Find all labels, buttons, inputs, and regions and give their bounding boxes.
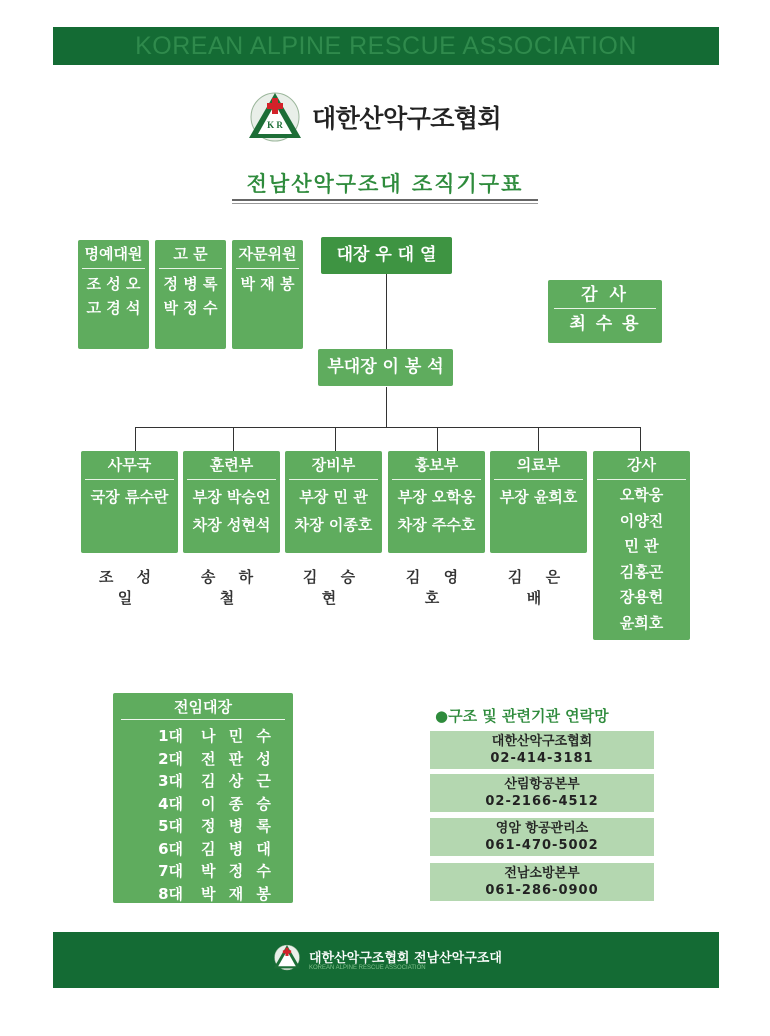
contact-phone: 061-286-0900 — [485, 883, 599, 898]
connector-vice-branch — [386, 387, 387, 427]
instructor-name: 김홍곤 — [619, 562, 664, 581]
contacts-title: ●구조 및 관련기관 연락망 — [435, 707, 609, 725]
dept-sub-member: 김 승 현 — [302, 568, 365, 607]
dept-title: 사무국 — [85, 451, 174, 480]
past-leader-row — [113, 725, 293, 748]
contact-name: 대한산악구조협회 — [491, 734, 593, 749]
connector-drop — [640, 427, 641, 451]
box-title: 자문위원 — [236, 240, 299, 269]
connector-drop — [135, 427, 136, 451]
banner-text: KOREAN ALPINE RESCUE ASSOCIATION — [135, 32, 637, 60]
logo — [246, 90, 304, 142]
chart-title: 전남산악구조대 조직기구표 — [246, 172, 524, 196]
connector-leader-vice — [386, 274, 387, 350]
dept-body — [183, 480, 280, 539]
generation: 8대 — [158, 884, 183, 903]
auditor-box — [548, 280, 662, 343]
box-title: 명예대원 — [82, 240, 145, 269]
connector-drop — [335, 427, 336, 451]
past-leaders-box — [113, 693, 293, 903]
contact-name: 영암 항공관리소 — [495, 821, 589, 836]
dept-title: 홍보부 — [392, 451, 481, 480]
leader-name: 김 병 대 — [201, 839, 275, 858]
honorary-member-box — [78, 240, 149, 349]
contact-item — [430, 818, 654, 856]
vice-leader-name: 부대장 이 봉 석 — [327, 357, 444, 377]
leader-name: 박 재 봉 — [201, 884, 275, 903]
leader-name: 정 병 록 — [201, 817, 275, 835]
instructor-name: 이양진 — [619, 511, 664, 530]
auditor-name: 최 수 용 — [569, 314, 641, 334]
box-body — [78, 269, 149, 320]
leader-name: 전 판 성 — [201, 749, 275, 768]
dept-box-medical — [490, 451, 587, 553]
consultant-box — [232, 240, 303, 349]
dept-title: 장비부 — [289, 451, 378, 480]
dept-line: 차장 이종호 — [294, 516, 373, 534]
footer-logo-icon — [272, 943, 302, 971]
generation: 4대 — [158, 794, 183, 813]
generation: 1대 — [158, 727, 183, 745]
connector-drop — [437, 427, 438, 451]
leader-name: 대장 우 대 열 — [336, 245, 437, 265]
box-body — [155, 269, 226, 320]
generation: 7대 — [158, 862, 183, 880]
contact-item — [430, 863, 654, 901]
footer-banner — [53, 932, 719, 988]
dept-body — [285, 480, 382, 539]
dept-sub-member: 김 은 배 — [507, 568, 570, 607]
dept-sub-member: 김 영 호 — [405, 568, 468, 607]
connector-drop — [538, 427, 539, 451]
past-leader-row — [113, 793, 293, 816]
advisor-box — [155, 240, 226, 349]
contact-item — [430, 774, 654, 812]
leader-name: 이 종 승 — [201, 794, 275, 813]
dept-title: 강사 — [597, 451, 686, 480]
dept-line: 부장 박승언 — [192, 488, 271, 506]
connector-horizontal — [135, 427, 641, 428]
dept-sub-member: 송 하 철 — [200, 568, 263, 607]
past-leader-row — [113, 883, 293, 906]
dept-box-instructors — [593, 451, 690, 640]
member-name: 정 병 록 — [163, 275, 218, 293]
instructor-name: 장용헌 — [619, 588, 664, 606]
org-name: 대한산악구조협회 — [312, 104, 502, 133]
dept-line: 부장 민 관 — [299, 488, 368, 506]
member-name: 박 정 수 — [163, 299, 218, 317]
leader-name: 나 민 수 — [201, 727, 275, 745]
dept-line: 국장 류수란 — [90, 488, 169, 506]
box-title: 고 문 — [159, 240, 222, 269]
member-name: 박 재 봉 — [240, 275, 295, 293]
dept-sub-member: 조 성 일 — [98, 568, 161, 607]
past-leader-row — [113, 860, 293, 883]
dept-body — [81, 480, 178, 511]
past-leader-row — [113, 815, 293, 838]
instructor-name: 오학웅 — [619, 486, 664, 504]
leader-name: 김 상 근 — [201, 772, 275, 790]
footer-sub-text: KOREAN ALPINE RESCUE ASSOCIATION — [309, 965, 426, 971]
generation: 2대 — [158, 749, 183, 768]
dept-title: 훈련부 — [187, 451, 276, 480]
past-leader-row — [113, 770, 293, 793]
connector-drop — [233, 427, 234, 451]
title-underline-2 — [232, 203, 538, 204]
generation: 3대 — [158, 772, 183, 790]
vice-leader-box — [318, 349, 453, 386]
dept-line: 부장 오학웅 — [397, 488, 476, 506]
past-leaders-list — [113, 720, 293, 905]
instructor-name: 윤희호 — [619, 613, 664, 632]
dept-box-pr — [388, 451, 485, 553]
past-leader-row — [113, 748, 293, 771]
auditor-title: 감 사 — [554, 280, 656, 309]
footer-org-text: 대한산악구조협회 전남산악구조대 — [309, 951, 502, 966]
triangle-logo-icon — [246, 90, 304, 142]
contact-phone: 02-414-3181 — [490, 751, 594, 766]
generation: 5대 — [158, 817, 183, 835]
instructor-name: 민 관 — [624, 537, 659, 555]
contact-name: 전남소방본부 — [504, 866, 580, 881]
dept-body — [593, 480, 690, 636]
generation: 6대 — [158, 839, 183, 858]
top-banner — [53, 27, 719, 65]
box-body — [232, 269, 303, 296]
contact-item — [430, 731, 654, 769]
leader-box — [321, 237, 452, 274]
dept-line: 차장 성현석 — [192, 516, 271, 534]
dept-body — [388, 480, 485, 539]
past-leader-row — [113, 838, 293, 861]
dept-box-admin — [81, 451, 178, 553]
dept-title: 의료부 — [494, 451, 583, 480]
contact-phone: 02-2166-4512 — [485, 794, 599, 809]
dept-box-equipment — [285, 451, 382, 553]
dept-line: 부장 윤희호 — [499, 488, 578, 506]
contact-phone: 061-470-5002 — [485, 838, 599, 853]
member-name: 고 경 석 — [86, 299, 141, 317]
dept-box-training — [183, 451, 280, 553]
past-leaders-title: 전임대장 — [121, 693, 285, 720]
contact-name: 산림항공본부 — [504, 777, 580, 792]
leader-name: 박 정 수 — [201, 862, 275, 880]
member-name: 조 성 오 — [86, 275, 141, 293]
dept-line: 차장 주수호 — [397, 516, 476, 534]
logo-letters: K R — [267, 120, 283, 130]
title-underline — [232, 199, 538, 201]
dept-body — [490, 480, 587, 511]
